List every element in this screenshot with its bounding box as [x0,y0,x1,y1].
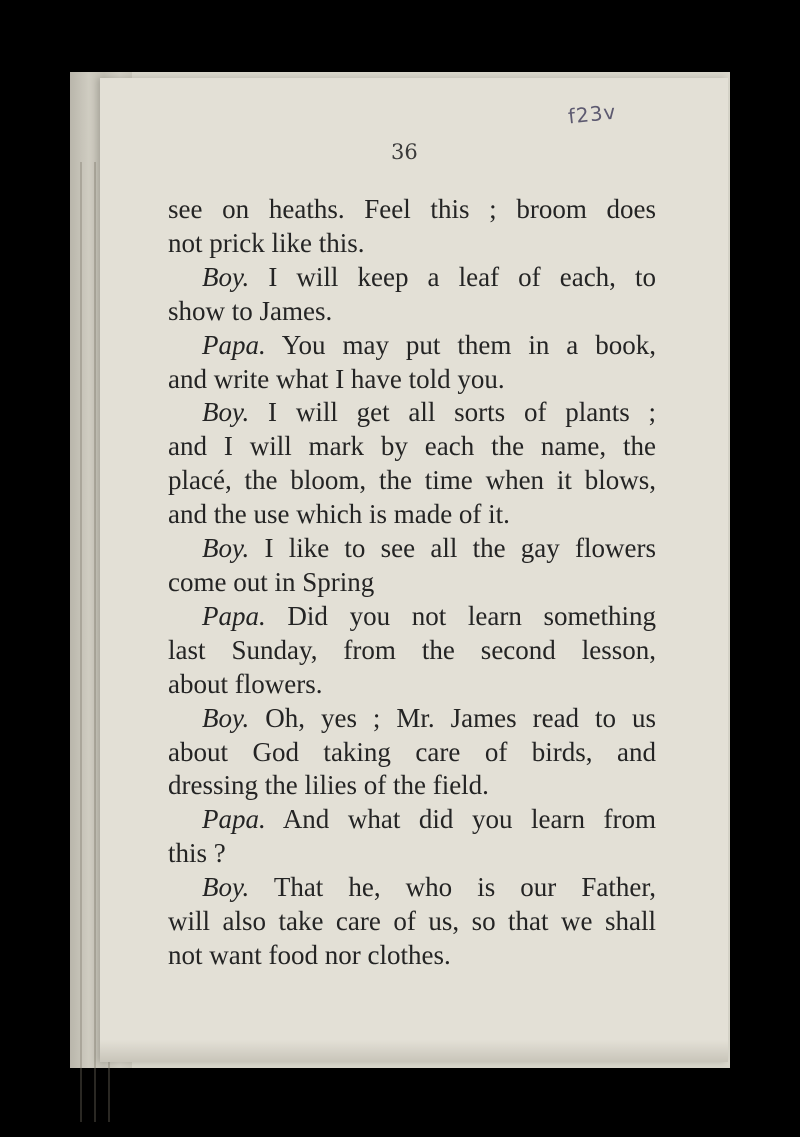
line-text: I will get all sorts of plants ; [268,397,657,428]
text-line [168,905,656,939]
text-line [168,803,656,837]
text-line [168,939,656,973]
text-line [168,668,656,702]
text-line [168,702,656,736]
text-line [168,871,656,905]
page-edge-line [94,162,96,1122]
speaker-label: Papa. [202,329,266,360]
line-text: I like to see all the gay flowers [264,533,656,564]
line-text: will also take care of us, so that we shall [168,906,656,937]
text-line [168,498,656,532]
text-line [168,736,656,770]
line-text: not want food nor clothes. [168,939,451,970]
line-text: not prick like this. [168,227,365,258]
page-body-text [168,193,656,973]
text-line [168,295,656,329]
text-line [168,193,656,227]
text-line [168,837,656,871]
line-text: Oh, yes ; Mr. James read to us [265,702,657,733]
text-line [168,532,656,566]
text-line [168,634,656,668]
text-line [168,227,656,261]
margin-note: f23v [566,99,618,129]
text-line [168,464,656,498]
page-number: 36 [391,140,418,164]
speaker-label: Boy. [202,872,250,903]
page-edge-line [80,162,82,1122]
line-text: That he, who is our Father, [273,872,656,903]
line-text: about flowers. [168,668,323,699]
speaker-label: Boy. [202,261,250,292]
text-line [168,329,656,363]
speaker-label: Papa. [202,600,266,631]
page-bottom-shadow [100,1040,728,1062]
line-text: see on heaths. Feel this ; broom does [168,194,656,224]
line-text: And what did you learn from [282,804,656,835]
text-line [168,769,656,803]
text-line [168,396,656,430]
speaker-label: Papa. [202,804,266,835]
line-text: last Sunday, from the second lesson, [168,634,656,665]
speaker-label: Boy. [202,397,250,428]
line-text: Did you not learn something [287,600,656,631]
text-line [168,566,656,600]
text-line [168,600,656,634]
line-text: and I will mark by each the name, the [168,431,656,462]
line-text: and the use which is made of it. [168,499,510,530]
line-text: this ? [168,838,226,869]
text-line [168,261,656,295]
line-text: You may put them in a book, [281,329,656,360]
line-text: about God taking care of birds, and [168,736,656,767]
line-text: come out in Spring [168,566,375,597]
line-text: and write what I have told you. [168,363,505,394]
speaker-label: Boy. [202,533,250,564]
line-text: I will keep a leaf of each, to [268,261,657,292]
line-text: show to James. [168,295,333,326]
line-text: dressing the lilies of the field. [168,770,489,801]
text-line [168,363,656,397]
text-line [168,430,656,464]
speaker-label: Boy. [202,702,250,733]
line-text: placé, the bloom, the time when it blows, [168,465,656,496]
